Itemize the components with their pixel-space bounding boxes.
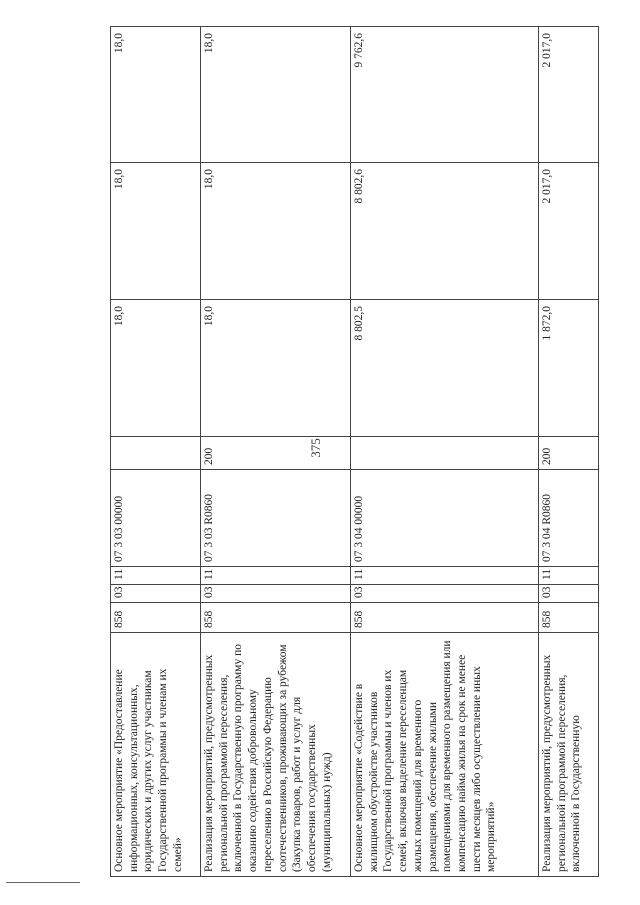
bottom-rule bbox=[6, 882, 80, 883]
section-code-cell: 03 bbox=[351, 585, 539, 603]
section-code-cell: 03 bbox=[201, 585, 351, 603]
row-name-cell: Реализация мероприятий, предусмотренных региональной программой переселения, включенной в Государственную bbox=[539, 633, 599, 877]
section-code-cell: 03 bbox=[539, 585, 599, 603]
target-article-cell: 07 3 03 00000 bbox=[111, 470, 201, 567]
amount-year-2-cell: 18,0 bbox=[111, 163, 201, 300]
grbs-code-cell: 858 bbox=[201, 603, 351, 633]
subsection-code-cell: 11 bbox=[539, 567, 599, 585]
expense-type-cell: 200 bbox=[201, 437, 351, 470]
amount-year-1-cell: 18,0 bbox=[111, 300, 201, 437]
target-article-cell: 07 3 03 R0860 bbox=[201, 470, 351, 567]
grbs-code-cell: 858 bbox=[351, 603, 539, 633]
budget-table bbox=[110, 26, 599, 877]
amount-year-1-cell: 8 802,5 bbox=[351, 300, 539, 437]
expense-type-cell: 200 bbox=[539, 437, 599, 470]
table-row bbox=[111, 27, 201, 877]
section-code-cell: 03 bbox=[111, 585, 201, 603]
table-row bbox=[539, 27, 599, 877]
expense-type-cell bbox=[351, 437, 539, 470]
table-row bbox=[351, 27, 539, 877]
row-name-cell: Основное мероприятие «Содействие в жилищном обустройстве участников Государственной программы и членов их семей, включая выделение переселенцам жилых помещений для временного размещения, обеспечение жилыми помещениями для временного размещения или компенсацию найма жилья на срок не менее шести месяцев либо осуществление иных мероприятий» bbox=[351, 633, 539, 877]
target-article-cell: 07 3 04 00000 bbox=[351, 470, 539, 567]
amount-year-2-cell: 8 802,6 bbox=[351, 163, 539, 300]
amount-year-2-cell: 2 017,0 bbox=[539, 163, 599, 300]
grbs-code-cell: 858 bbox=[111, 603, 201, 633]
amount-year-1-cell: 1 872,0 bbox=[539, 300, 599, 437]
expense-type-cell bbox=[111, 437, 201, 470]
amount-year-3-cell: 9 762,6 bbox=[351, 27, 539, 163]
subsection-code-cell: 11 bbox=[111, 567, 201, 585]
amount-year-2-cell: 18,0 bbox=[201, 163, 351, 300]
page-number: 375 bbox=[308, 438, 323, 458]
amount-year-3-cell: 18,0 bbox=[201, 27, 351, 163]
row-name-cell: Реализация мероприятий, предусмотренных региональной программой переселения, включенной в Государственную программу по оказанию содействия добровольному переселению в Российскую Федерацию соотечественников, проживающих за рубежом (Закупка товаров, работ и услуг для обеспечения государственных (муниципальных) нужд) bbox=[201, 633, 351, 877]
grbs-code-cell: 858 bbox=[539, 603, 599, 633]
amount-year-3-cell: 2 017,0 bbox=[539, 27, 599, 163]
target-article-cell: 07 3 04 R0860 bbox=[539, 470, 599, 567]
amount-year-3-cell: 18,0 bbox=[111, 27, 201, 163]
row-name-cell: Основное мероприятие «Предоставление информационных, консультационных, юридических и других услуг участникам Государственной программы и членам их семей» bbox=[111, 633, 201, 877]
subsection-code-cell: 11 bbox=[351, 567, 539, 585]
amount-year-1-cell: 18,0 bbox=[201, 300, 351, 437]
table-row bbox=[201, 27, 351, 877]
subsection-code-cell: 11 bbox=[201, 567, 351, 585]
budget-table-container bbox=[110, 27, 640, 877]
